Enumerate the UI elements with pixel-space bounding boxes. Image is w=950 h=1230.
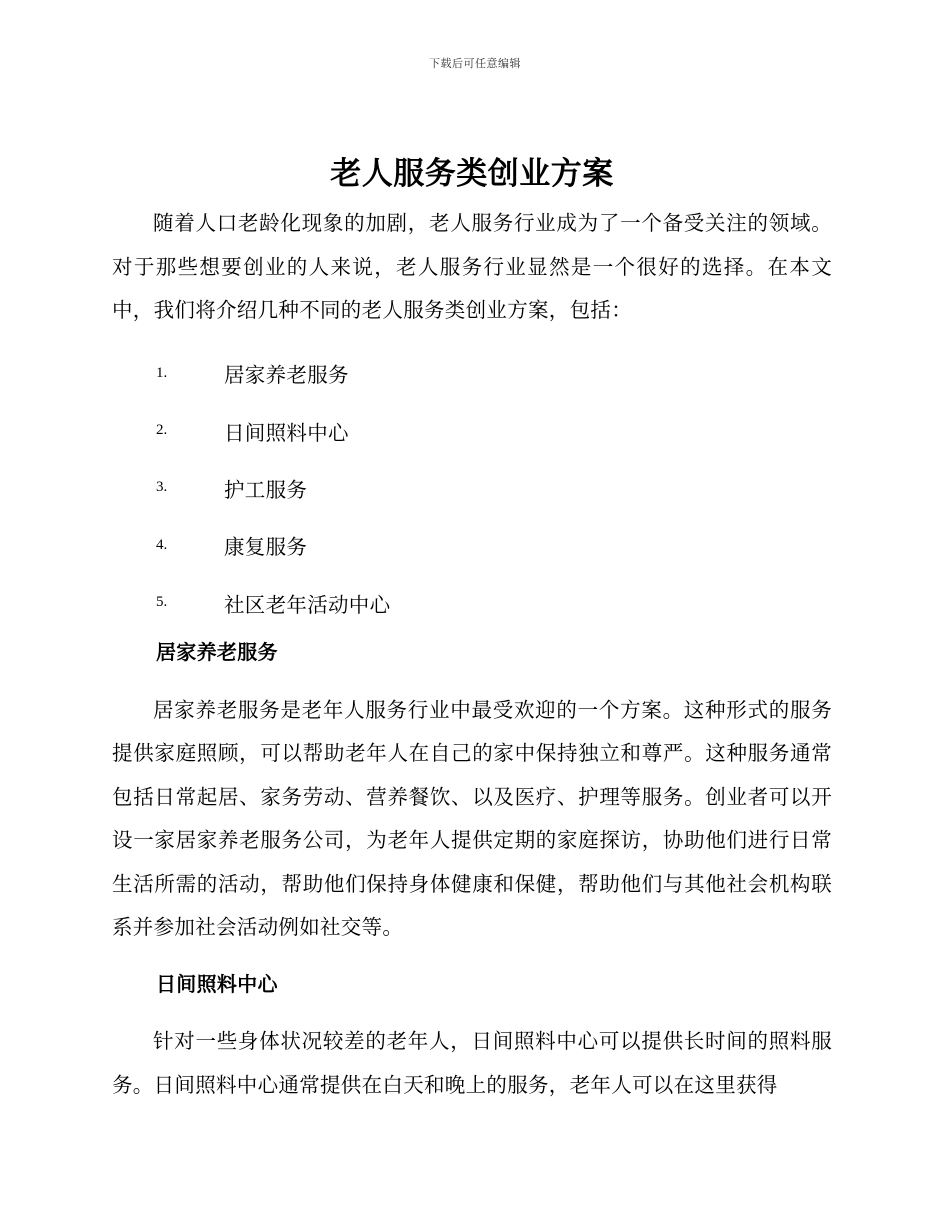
list-text: 康复服务 (224, 535, 308, 560)
list-item (112, 459, 832, 516)
list-number: 2. (156, 422, 168, 439)
list-text: 居家养老服务 (224, 363, 349, 388)
list-item (112, 402, 832, 459)
list-text: 社区老年活动中心 (224, 592, 391, 617)
list-text: 护工服务 (224, 477, 308, 502)
list-item (112, 574, 832, 631)
list-text: 日间照料中心 (224, 420, 349, 445)
list-number: 1. (156, 364, 168, 381)
list-number: 4. (156, 536, 168, 553)
section-body-day-care: 针对一些身体状况较差的老年人，日间照料中心可以提供长时间的照料服务。日间照料中心通常提供在白天和晚上的服务，老年人可以在这里获得 (112, 1029, 832, 1097)
plan-list (112, 345, 832, 632)
list-number: 5. (156, 594, 168, 611)
document-body (112, 148, 832, 1107)
section-heading-day-care: 日间照料中心 (156, 971, 278, 996)
section-body-home-care: 居家养老服务是老年人服务行业中最受欢迎的一个方案。这种形式的服务提供家庭照顾，可以帮助老年人在自己的家中保持独立和尊严。这种服务通常包括日常起居、家务劳动、营养餐饮、以及医疗、护理等服务。创业者可以开设一家居家养老服务公司，为老年人提供定期的家庭探访，协助他们进行日常生活所需的活动，帮助他们保持身体健康和保健，帮助他们与其他社会机构联系并参加社会活动例如社交等。 (112, 697, 832, 940)
list-item (112, 345, 832, 402)
section-heading-home-care: 居家养老服务 (156, 640, 278, 665)
list-item (112, 517, 832, 574)
list-number: 3. (156, 479, 168, 496)
document-title: 老人服务类创业方案 (330, 156, 614, 192)
intro-paragraph: 随着人口老龄化现象的加剧，老人服务行业成为了一个备受关注的领域。对于那些想要创业的人来说，老人服务行业显然是一个很好的选择。在本文中，我们将介绍几种不同的老人服务类创业方案，包括： (112, 211, 832, 322)
header-note: 下载后可任意编辑 (429, 57, 521, 70)
